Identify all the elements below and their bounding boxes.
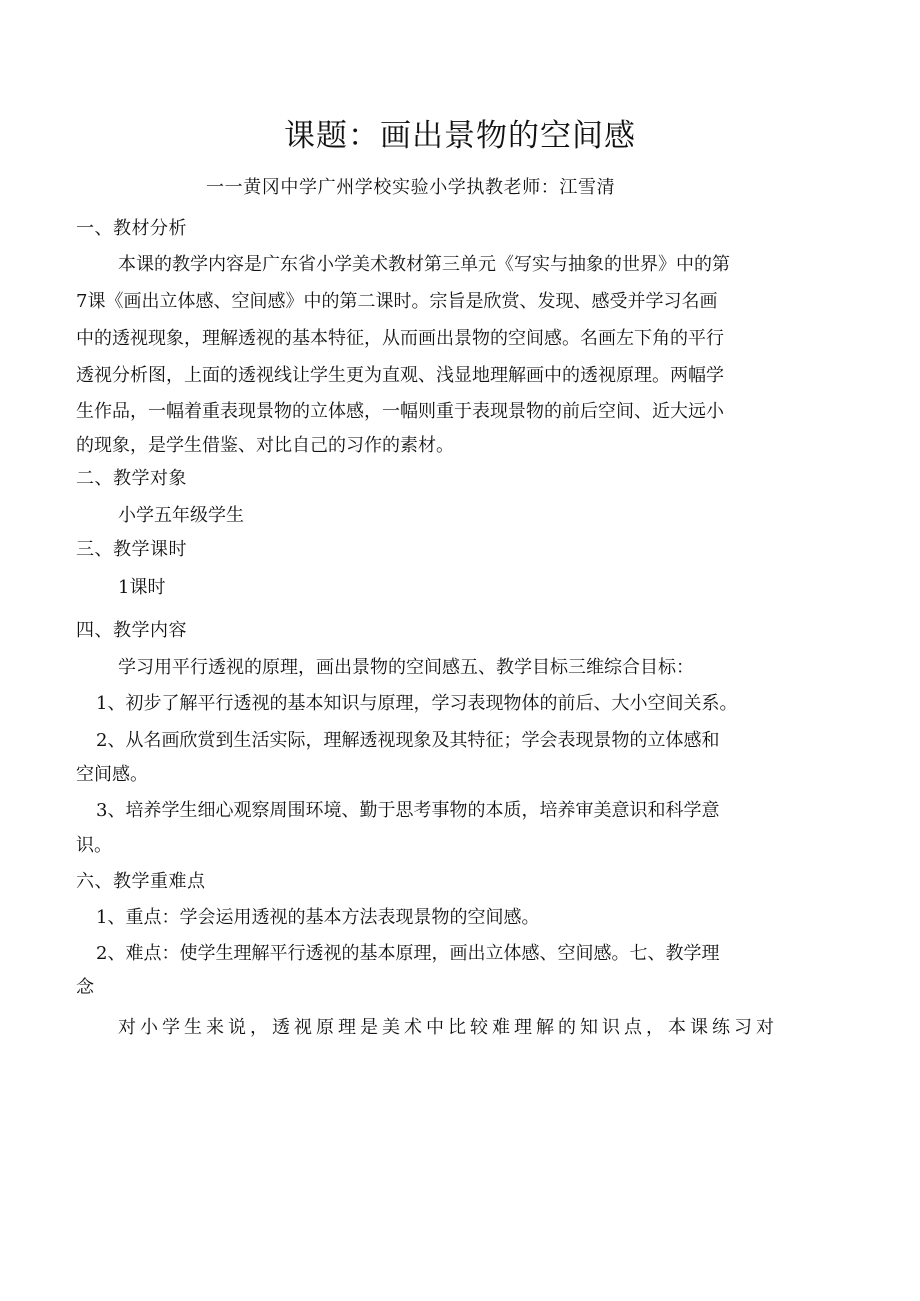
materials-paragraph-line: 本课的教学内容是广东省小学美术教材第三单元《写实与抽象的世界》中的第 <box>118 254 730 275</box>
key-point-2: 2、难点：使学生理解平行透视的基本原理，画出立体感、空间感。七、教学理 <box>96 943 720 964</box>
materials-paragraph-line: 生作品，一幅着重表现景物的立体感，一幅则重于表现景物的前后空间、近大远小 <box>76 401 724 422</box>
teaching-concept-paragraph-line: 对小学生来说，透视原理是美术中比较难理解的知识点，本课练习对 <box>118 1017 778 1038</box>
content-text: 学习用平行透视的原理，画出景物的空间感五、教学目标三维综合目标： <box>118 657 694 678</box>
teacher-subtitle: 一一黄冈中学广州学校实验小学执教老师：江雪清 <box>206 177 616 198</box>
materials-paragraph-line: 的现象，是学生借鉴、对比自己的习作的素材。 <box>76 435 454 456</box>
materials-paragraph-line: 透视分析图，上面的透视线让学生更为直观、浅显地理解画中的透视原理。两幅学 <box>76 365 724 386</box>
lesson-title: 课题：画出景物的空间感 <box>284 118 636 154</box>
hours-text: 1课时 <box>118 577 166 598</box>
goal-item-3: 3、培养学生细心观察周围环境、勤于思考事物的本质，培养审美意识和科学意 <box>96 800 720 821</box>
key-point-2-continuation: 念 <box>76 977 94 998</box>
materials-paragraph-line: 中的透视现象，理解透视的基本特征，从而画出景物的空间感。名画左下角的平行 <box>76 328 724 349</box>
students-text: 小学五年级学生 <box>118 505 244 526</box>
section-heading-hours: 三、教学课时 <box>76 539 187 560</box>
section-heading-key-points: 六、教学重难点 <box>76 871 206 892</box>
goal-item-2-continuation: 空间感。 <box>76 764 148 785</box>
materials-paragraph-line: 7课《画出立体感、空间感》中的第二课时。宗旨是欣赏、发现、感受并学习名画 <box>76 291 718 312</box>
section-heading-students: 二、教学对象 <box>76 468 187 489</box>
section-heading-content: 四、教学内容 <box>76 620 187 641</box>
key-point-1: 1、重点：学会运用透视的基本方法表现景物的空间感。 <box>96 907 540 928</box>
goal-item-1: 1、初步了解平行透视的基本知识与原理，学习表现物体的前后、大小空间关系。 <box>96 693 738 714</box>
section-heading-materials: 一、教材分析 <box>76 218 187 239</box>
goal-item-3-continuation: 识。 <box>76 835 112 856</box>
goal-item-2: 2、从名画欣赏到生活实际，理解透视现象及其特征；学会表现景物的立体感和 <box>96 730 720 751</box>
